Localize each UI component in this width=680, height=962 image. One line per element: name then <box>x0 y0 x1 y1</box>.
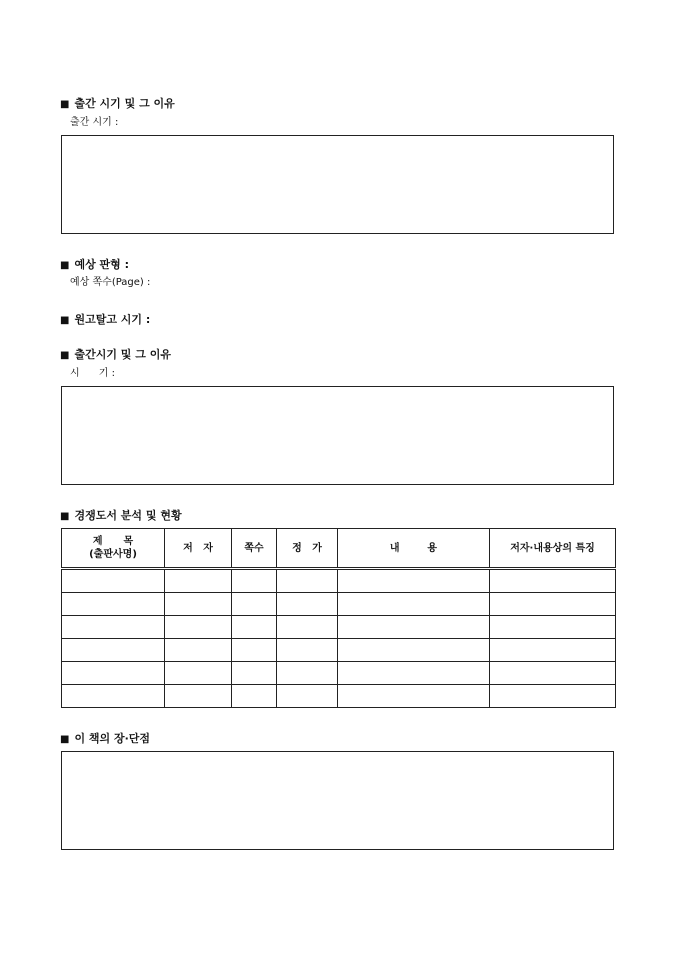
publication-reason-box-2[interactable] <box>61 386 614 485</box>
table-cell[interactable] <box>490 569 616 593</box>
square-bullet-icon: ■ <box>60 350 70 361</box>
column-header-pages: 쪽수 <box>232 529 277 569</box>
table-cell[interactable] <box>232 662 277 685</box>
table-cell[interactable] <box>165 569 232 593</box>
header-line: (출판사명) <box>89 549 137 560</box>
expected-pages-label: 예상 쪽수(Page) : <box>70 277 151 288</box>
table-cell[interactable] <box>490 639 616 662</box>
square-bullet-icon: ■ <box>60 99 70 110</box>
heading-text: 출간 시기 및 그 이유 <box>74 97 175 110</box>
table-cell[interactable] <box>338 639 490 662</box>
table-cell[interactable] <box>338 662 490 685</box>
table-cell[interactable] <box>165 662 232 685</box>
table-cell[interactable] <box>62 569 165 593</box>
column-header-author: 저 자 <box>165 529 232 569</box>
table-cell[interactable] <box>277 569 338 593</box>
section-heading-publication-time-2 <box>60 348 171 363</box>
heading-text: 이 책의 장·단점 <box>74 732 151 745</box>
table-row <box>62 685 616 708</box>
square-bullet-icon: ■ <box>60 315 70 326</box>
section-heading-pros-cons <box>60 732 150 747</box>
square-bullet-icon: ■ <box>60 260 70 271</box>
table-cell[interactable] <box>490 685 616 708</box>
table-cell[interactable] <box>277 616 338 639</box>
section-heading-competing-books <box>60 509 182 524</box>
table-cell[interactable] <box>62 616 165 639</box>
section-heading-publication-time <box>60 97 175 112</box>
table-cell[interactable] <box>490 593 616 616</box>
table-cell[interactable] <box>338 593 490 616</box>
table-cell[interactable] <box>232 569 277 593</box>
table-cell[interactable] <box>165 616 232 639</box>
heading-text: 경쟁도서 분석 및 현황 <box>74 509 182 522</box>
square-bullet-icon: ■ <box>60 734 70 745</box>
publication-reason-box[interactable] <box>61 135 614 234</box>
time-label: 시 기 : <box>70 368 115 379</box>
table-cell[interactable] <box>62 662 165 685</box>
column-header-features: 저자·내용상의 특징 <box>490 529 616 569</box>
heading-text: 출간시기 및 그 이유 <box>74 348 171 361</box>
table-cell[interactable] <box>165 685 232 708</box>
section-heading-expected-format <box>60 258 129 273</box>
heading-text: 원고탈고 시기 : <box>74 313 151 326</box>
table-header-row <box>62 529 616 569</box>
table-cell[interactable] <box>62 685 165 708</box>
competing-books-table <box>61 528 616 708</box>
table-row <box>62 569 616 593</box>
table-cell[interactable] <box>277 639 338 662</box>
table-cell[interactable] <box>490 616 616 639</box>
table-cell[interactable] <box>165 639 232 662</box>
table-cell[interactable] <box>277 593 338 616</box>
table-cell[interactable] <box>338 616 490 639</box>
table-row <box>62 639 616 662</box>
table-row <box>62 662 616 685</box>
header-line: 제 목 <box>92 536 134 547</box>
table-cell[interactable] <box>62 639 165 662</box>
table-cell[interactable] <box>165 593 232 616</box>
heading-text: 예상 판형 : <box>74 258 130 271</box>
section-heading-manuscript-deadline <box>60 313 150 328</box>
table-cell[interactable] <box>232 639 277 662</box>
table-cell[interactable] <box>62 593 165 616</box>
table-row <box>62 593 616 616</box>
square-bullet-icon: ■ <box>60 511 70 522</box>
table-cell[interactable] <box>338 569 490 593</box>
column-header-price: 정 가 <box>277 529 338 569</box>
pros-cons-box[interactable] <box>61 751 614 850</box>
table-cell[interactable] <box>232 685 277 708</box>
column-header-title <box>62 529 165 569</box>
table-cell[interactable] <box>232 616 277 639</box>
table-cell[interactable] <box>338 685 490 708</box>
table-cell[interactable] <box>490 662 616 685</box>
table-cell[interactable] <box>232 593 277 616</box>
table-cell[interactable] <box>277 685 338 708</box>
column-header-content: 내 용 <box>338 529 490 569</box>
publication-time-label: 출간 시기 : <box>70 117 119 128</box>
table-cell[interactable] <box>277 662 338 685</box>
table-row <box>62 616 616 639</box>
